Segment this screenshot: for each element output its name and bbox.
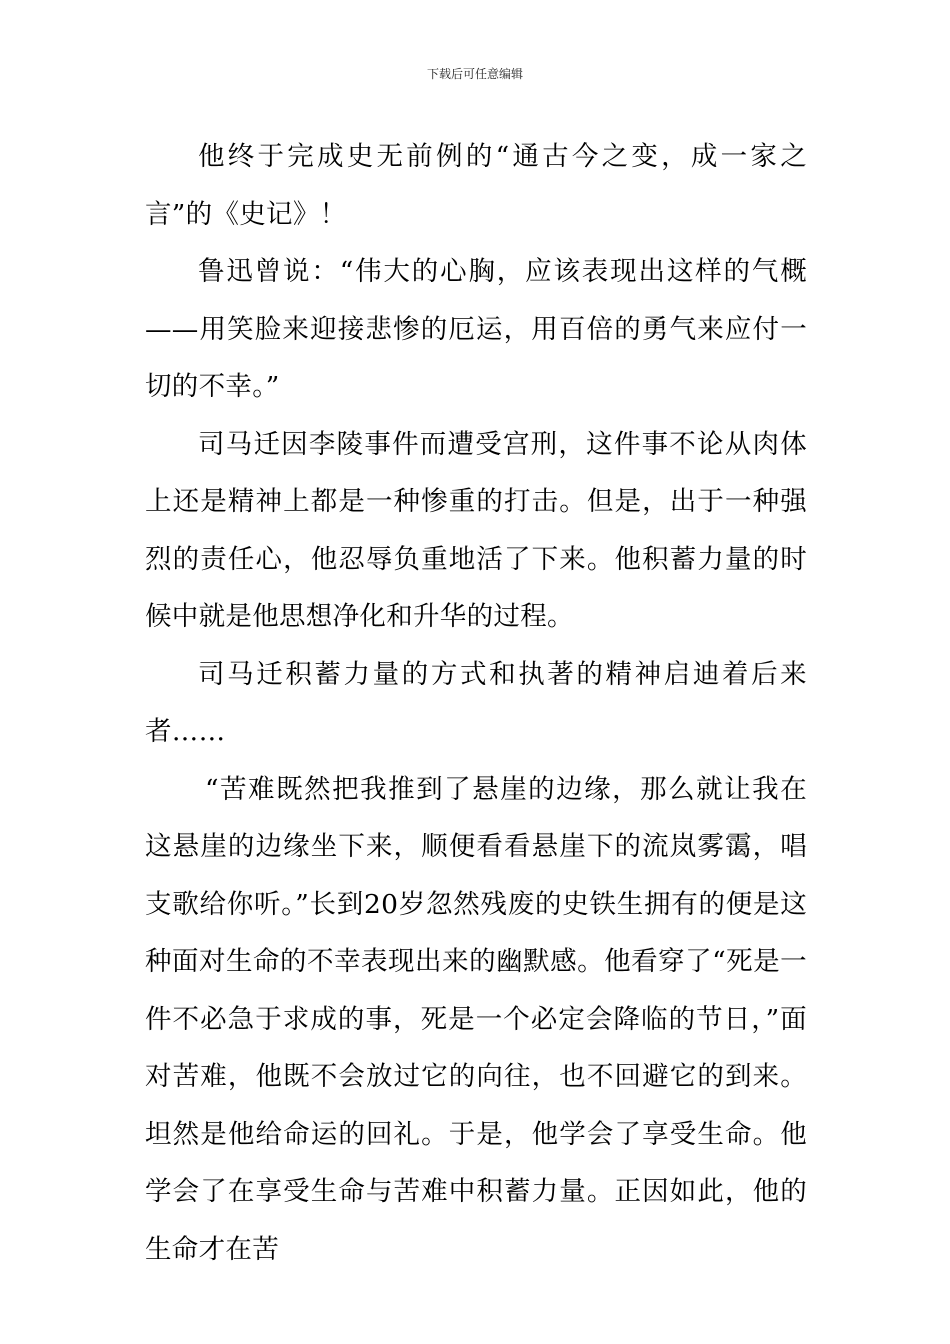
paragraph-sima-qian-punishment: 司马迁因李陵事件而遭受宫刑，这件事不论从肉体上还是精神上都是一种惨重的打击。但是，出于一种强烈的责任心，他忍辱负重地活了下来。他积蓄力量的时候中就是他思想净化和升华的过程。: [145, 428, 807, 632]
paragraph-shi-tiesheng: “苦难既然把我推到了悬崖的边缘，那么就让我在这悬崖的边缘坐下来，顺便看看悬崖下的流岚雾霭，唱支歌给你听。”长到20岁忽然残废的史铁生拥有的便是这种面对生命的不幸表现出来的幽默感。他看穿了“死是一件不必急于求成的事，死是一个必定会降临的节日，”面对苦难，他既不会放过它的向往，也不回避它的到来。坦然是他给命运的回礼。于是，他学会了享受生命。他学会了在享受生命与苦难中积蓄力量。正因如此，他的生命才在苦: [145, 773, 807, 1265]
document-body: [145, 128, 807, 1278]
paragraph-luxun-quote: 鲁迅曾说：“伟大的心胸，应该表现出这样的气概——用笑脸来迎接悲惨的厄运，用百倍的勇气来应付一切的不幸。”: [145, 256, 807, 402]
paragraph-shiji: 他终于完成史无前例的“通古今之变，成一家之言”的《史记》！: [145, 141, 807, 230]
paragraph-sima-qian-inspiration: 司马迁积蓄力量的方式和执著的精神启迪着后来者……: [145, 658, 807, 747]
page-header: 下载后可任意编辑: [426, 67, 523, 81]
